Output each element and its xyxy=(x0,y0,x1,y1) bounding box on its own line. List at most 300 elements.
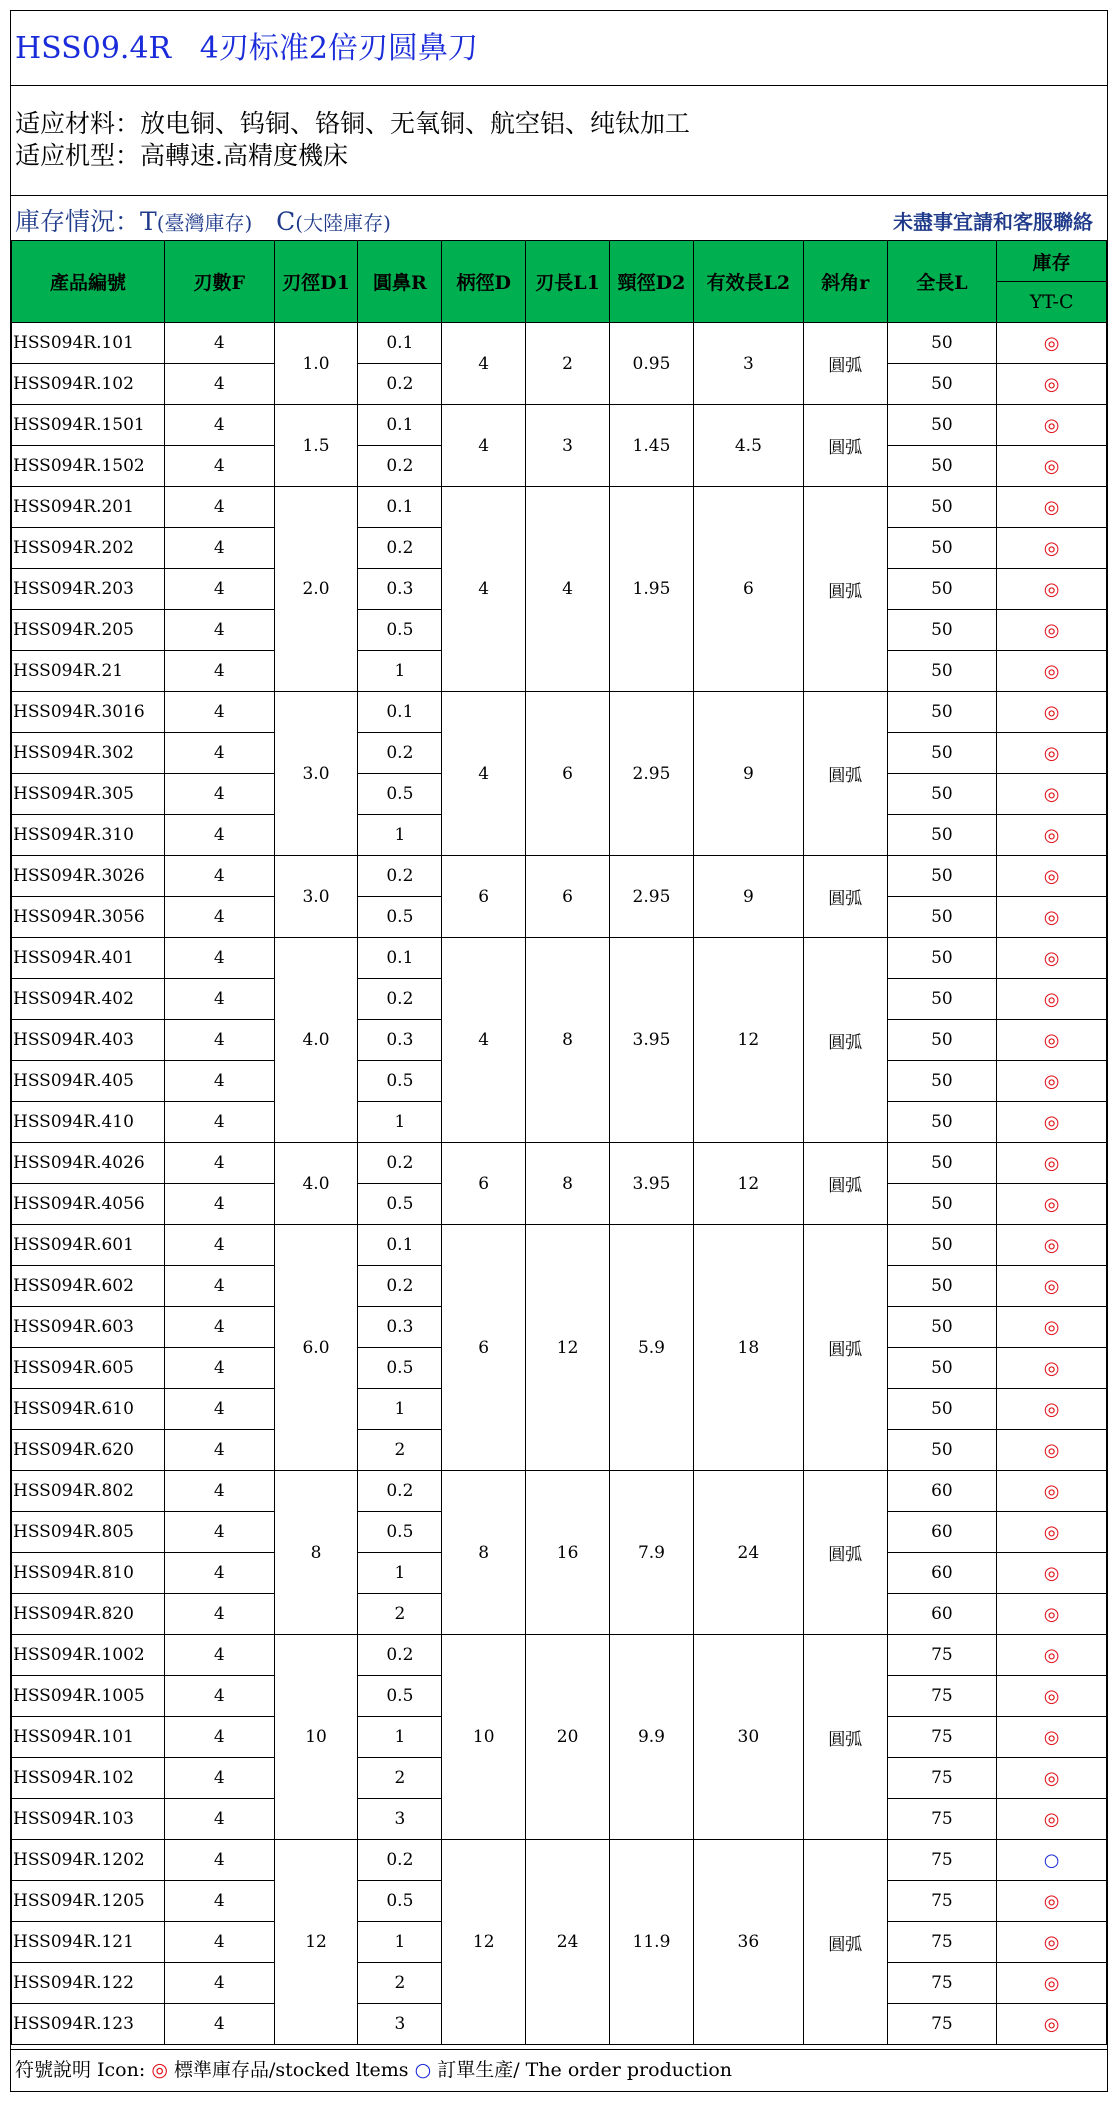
header-d2: 頸徑D2 xyxy=(610,241,694,323)
product-code-cell: HSS094R.205 xyxy=(12,610,165,651)
corner-radius-cell: 1 xyxy=(358,651,442,692)
effective-length-cell: 6 xyxy=(693,487,803,692)
stocked-mark-icon: ◎ xyxy=(1043,988,1060,1010)
product-code-cell: HSS094R.201 xyxy=(12,487,165,528)
product-table xyxy=(11,240,1107,2045)
angle-cell: 圓弧 xyxy=(803,487,887,692)
flutes-cell: 4 xyxy=(164,979,274,1020)
product-sheet xyxy=(10,10,1108,2092)
blade-diameter-cell: 8 xyxy=(274,1471,358,1635)
flutes-cell: 4 xyxy=(164,856,274,897)
flutes-cell: 4 xyxy=(164,569,274,610)
table-row xyxy=(12,1635,1107,1676)
effective-length-cell: 12 xyxy=(693,938,803,1143)
overall-length-cell: 75 xyxy=(887,1922,997,1963)
machines-text: 适应机型：高轉速.高精度機床 xyxy=(15,141,348,170)
overall-length-cell: 50 xyxy=(887,938,997,979)
overall-length-cell: 50 xyxy=(887,1307,997,1348)
shank-diameter-cell: 4 xyxy=(442,692,526,856)
flutes-cell: 4 xyxy=(164,1676,274,1717)
header-d: 柄徑D xyxy=(442,241,526,323)
stock-cell xyxy=(997,1143,1107,1184)
corner-radius-cell: 0.5 xyxy=(358,610,442,651)
corner-radius-cell: 0.5 xyxy=(358,1881,442,1922)
blade-length-cell: 8 xyxy=(526,1143,610,1225)
overall-length-cell: 75 xyxy=(887,2004,997,2045)
table-row xyxy=(12,1143,1107,1184)
product-code-cell: HSS094R.123 xyxy=(12,2004,165,2045)
effective-length-cell: 36 xyxy=(693,1840,803,2045)
effective-length-cell: 30 xyxy=(693,1635,803,1840)
angle-cell: 圓弧 xyxy=(803,856,887,938)
overall-length-cell: 50 xyxy=(887,610,997,651)
angle-cell: 圓弧 xyxy=(803,323,887,405)
stocked-mark-icon: ◎ xyxy=(1043,1890,1060,1912)
order-mark-icon: ○ xyxy=(1043,1849,1060,1871)
corner-radius-cell: 1 xyxy=(358,1717,442,1758)
stocked-mark-icon: ◎ xyxy=(1043,1562,1060,1584)
header-angle: 斜角r xyxy=(803,241,887,323)
blade-length-cell: 6 xyxy=(526,692,610,856)
blade-diameter-cell: 12 xyxy=(274,1840,358,2045)
effective-length-cell: 18 xyxy=(693,1225,803,1471)
stocked-mark-icon: ◎ xyxy=(1043,1029,1060,1051)
table-row xyxy=(12,1225,1107,1266)
overall-length-cell: 50 xyxy=(887,569,997,610)
stock-cell xyxy=(997,651,1107,692)
stocked-mark-icon: ◎ xyxy=(1043,2013,1060,2035)
overall-length-cell: 50 xyxy=(887,733,997,774)
legend-prefix: 符號說明 Icon: xyxy=(15,2059,146,2081)
corner-radius-cell: 0.2 xyxy=(358,979,442,1020)
stocked-mark-icon: ◎ xyxy=(1043,947,1060,969)
product-code-cell: HSS094R.802 xyxy=(12,1471,165,1512)
stock-cell xyxy=(997,856,1107,897)
overall-length-cell: 50 xyxy=(887,528,997,569)
stocked-mark-icon: ◎ xyxy=(1043,537,1060,559)
table-row xyxy=(12,856,1107,897)
product-code-cell: HSS094R.1005 xyxy=(12,1676,165,1717)
stock-cell xyxy=(997,1553,1107,1594)
angle-cell: 圓弧 xyxy=(803,1143,887,1225)
overall-length-cell: 50 xyxy=(887,446,997,487)
product-code-cell: HSS094R.602 xyxy=(12,1266,165,1307)
stock-cell xyxy=(997,1471,1107,1512)
stocked-mark-icon: ◎ xyxy=(1043,1480,1060,1502)
flutes-cell: 4 xyxy=(164,733,274,774)
stock-cell xyxy=(997,1307,1107,1348)
neck-diameter-cell: 3.95 xyxy=(610,938,694,1143)
shank-diameter-cell: 8 xyxy=(442,1471,526,1635)
product-code-cell: HSS094R.605 xyxy=(12,1348,165,1389)
product-code-cell: HSS094R.1501 xyxy=(12,405,165,446)
effective-length-cell: 4.5 xyxy=(693,405,803,487)
product-code-cell: HSS094R.603 xyxy=(12,1307,165,1348)
table-row xyxy=(12,323,1107,364)
corner-radius-cell: 0.2 xyxy=(358,528,442,569)
product-code-cell: HSS094R.121 xyxy=(12,1922,165,1963)
stock-cell xyxy=(997,569,1107,610)
corner-radius-cell: 0.2 xyxy=(358,1266,442,1307)
flutes-cell: 4 xyxy=(164,1553,274,1594)
stock-cell xyxy=(997,1348,1107,1389)
corner-radius-cell: 0.5 xyxy=(358,897,442,938)
corner-radius-cell: 2 xyxy=(358,1758,442,1799)
legend-stocked-text: 標準庫存品/stocked ltems xyxy=(173,2059,409,2081)
flutes-cell: 4 xyxy=(164,1348,274,1389)
flutes-cell: 4 xyxy=(164,1963,274,2004)
stocked-mark-icon: ◎ xyxy=(1043,455,1060,477)
product-code-cell: HSS094R.601 xyxy=(12,1225,165,1266)
table-row xyxy=(12,487,1107,528)
corner-radius-cell: 1 xyxy=(358,1102,442,1143)
legend xyxy=(11,2049,1107,2091)
corner-radius-cell: 0.1 xyxy=(358,487,442,528)
blade-diameter-cell: 3.0 xyxy=(274,692,358,856)
corner-radius-cell: 1 xyxy=(358,1553,442,1594)
flutes-cell: 4 xyxy=(164,1840,274,1881)
effective-length-cell: 24 xyxy=(693,1471,803,1635)
stock-cell xyxy=(997,1799,1107,1840)
overall-length-cell: 50 xyxy=(887,405,997,446)
stocked-mark-icon: ◎ xyxy=(1043,742,1060,764)
product-code-cell: HSS094R.1002 xyxy=(12,1635,165,1676)
stocked-mark-icon: ◎ xyxy=(1043,1275,1060,1297)
corner-radius-cell: 0.1 xyxy=(358,938,442,979)
product-code-cell: HSS094R.122 xyxy=(12,1963,165,2004)
blade-length-cell: 16 xyxy=(526,1471,610,1635)
product-code-cell: HSS094R.1502 xyxy=(12,446,165,487)
product-code-cell: HSS094R.302 xyxy=(12,733,165,774)
overall-length-cell: 50 xyxy=(887,323,997,364)
flutes-cell: 4 xyxy=(164,897,274,938)
product-code-cell: HSS094R.1202 xyxy=(12,1840,165,1881)
stocked-mark-icon: ◎ xyxy=(1043,1931,1060,1953)
overall-length-cell: 50 xyxy=(887,1430,997,1471)
flutes-cell: 4 xyxy=(164,692,274,733)
product-code-cell: HSS094R.3016 xyxy=(12,692,165,733)
stocked-mark-icon: ◎ xyxy=(1043,332,1060,354)
angle-cell: 圓弧 xyxy=(803,692,887,856)
stock-cell xyxy=(997,938,1107,979)
flutes-cell: 4 xyxy=(164,1061,274,1102)
neck-diameter-cell: 2.95 xyxy=(610,856,694,938)
product-code-cell: HSS094R.4056 xyxy=(12,1184,165,1225)
product-code-cell: HSS094R.102 xyxy=(12,1758,165,1799)
blade-length-cell: 12 xyxy=(526,1225,610,1471)
blade-length-cell: 8 xyxy=(526,938,610,1143)
corner-radius-cell: 0.2 xyxy=(358,856,442,897)
stock-cell xyxy=(997,1266,1107,1307)
shank-diameter-cell: 4 xyxy=(442,938,526,1143)
stocked-mark-icon: ◎ xyxy=(1043,1726,1060,1748)
stock-cell xyxy=(997,1102,1107,1143)
flutes-cell: 4 xyxy=(164,1799,274,1840)
stock-cell xyxy=(997,1020,1107,1061)
stock-cell xyxy=(997,815,1107,856)
header-length: 全長L xyxy=(887,241,997,323)
corner-radius-cell: 0.5 xyxy=(358,1184,442,1225)
product-code-cell: HSS094R.620 xyxy=(12,1430,165,1471)
product-code-cell: HSS094R.810 xyxy=(12,1553,165,1594)
flutes-cell: 4 xyxy=(164,446,274,487)
stock-cell xyxy=(997,692,1107,733)
corner-radius-cell: 2 xyxy=(358,1594,442,1635)
flutes-cell: 4 xyxy=(164,1758,274,1799)
overall-length-cell: 60 xyxy=(887,1594,997,1635)
product-code-cell: HSS094R.310 xyxy=(12,815,165,856)
stock-cell xyxy=(997,1594,1107,1635)
overall-length-cell: 50 xyxy=(887,692,997,733)
header-d1: 刃徑D1 xyxy=(274,241,358,323)
header-stock-sub: YT-C xyxy=(997,282,1107,323)
stocked-mark-icon: ◎ xyxy=(1043,824,1060,846)
product-code-cell: HSS094R.202 xyxy=(12,528,165,569)
flutes-cell: 4 xyxy=(164,1102,274,1143)
stocked-mark-icon: ◎ xyxy=(1043,1603,1060,1625)
corner-radius-cell: 3 xyxy=(358,2004,442,2045)
stock-cell xyxy=(997,2004,1107,2045)
product-code-cell: HSS094R.405 xyxy=(12,1061,165,1102)
corner-radius-cell: 1 xyxy=(358,815,442,856)
overall-length-cell: 75 xyxy=(887,1717,997,1758)
neck-diameter-cell: 0.95 xyxy=(610,323,694,405)
corner-radius-cell: 1 xyxy=(358,1389,442,1430)
stock-cell xyxy=(997,897,1107,938)
corner-radius-cell: 0.5 xyxy=(358,774,442,815)
flutes-cell: 4 xyxy=(164,1471,274,1512)
overall-length-cell: 50 xyxy=(887,1389,997,1430)
stock-cell xyxy=(997,1840,1107,1881)
corner-radius-cell: 0.5 xyxy=(358,1512,442,1553)
flutes-cell: 4 xyxy=(164,1922,274,1963)
shank-diameter-cell: 10 xyxy=(442,1635,526,1840)
stocked-mark-icon: ◎ xyxy=(1043,701,1060,723)
stocked-mark-icon: ◎ xyxy=(151,2059,168,2081)
stock-cell xyxy=(997,1881,1107,1922)
overall-length-cell: 75 xyxy=(887,1758,997,1799)
stocked-mark-icon: ◎ xyxy=(1043,619,1060,641)
stocked-mark-icon: ◎ xyxy=(1043,1111,1060,1133)
table-row xyxy=(12,1471,1107,1512)
overall-length-cell: 75 xyxy=(887,1799,997,1840)
flutes-cell: 4 xyxy=(164,1635,274,1676)
stocked-mark-icon: ◎ xyxy=(1043,373,1060,395)
blade-diameter-cell: 4.0 xyxy=(274,1143,358,1225)
table-row xyxy=(12,692,1107,733)
corner-radius-cell: 0.3 xyxy=(358,1020,442,1061)
stock-cell xyxy=(997,733,1107,774)
stock-cell xyxy=(997,323,1107,364)
overall-length-cell: 50 xyxy=(887,1348,997,1389)
stock-cell xyxy=(997,528,1107,569)
angle-cell: 圓弧 xyxy=(803,1635,887,1840)
overall-length-cell: 60 xyxy=(887,1553,997,1594)
product-code-cell: HSS094R.3026 xyxy=(12,856,165,897)
blade-diameter-cell: 10 xyxy=(274,1635,358,1840)
shank-diameter-cell: 6 xyxy=(442,856,526,938)
stocked-mark-icon: ◎ xyxy=(1043,1972,1060,1994)
flutes-cell: 4 xyxy=(164,1389,274,1430)
stock-cell xyxy=(997,1430,1107,1471)
flutes-cell: 4 xyxy=(164,323,274,364)
overall-length-cell: 75 xyxy=(887,1881,997,1922)
blade-length-cell: 24 xyxy=(526,1840,610,2045)
overall-length-cell: 50 xyxy=(887,1102,997,1143)
table-row xyxy=(12,405,1107,446)
flutes-cell: 4 xyxy=(164,1307,274,1348)
product-table-body xyxy=(12,323,1107,2045)
contact-note: 未盡事宜請和客服聯絡 xyxy=(893,210,1093,234)
stock-c-desc: (大陸庫存) xyxy=(295,211,391,235)
overall-length-cell: 75 xyxy=(887,1676,997,1717)
shank-diameter-cell: 4 xyxy=(442,487,526,692)
shank-diameter-cell: 4 xyxy=(442,323,526,405)
stock-legend xyxy=(15,202,391,238)
neck-diameter-cell: 5.9 xyxy=(610,1225,694,1471)
flutes-cell: 4 xyxy=(164,1266,274,1307)
stocked-mark-icon: ◎ xyxy=(1043,1644,1060,1666)
materials-text: 适应材料：放电铜、钨铜、铬铜、无氧铜、航空铝、纯钛加工 xyxy=(15,109,691,138)
flutes-cell: 4 xyxy=(164,938,274,979)
stock-cell xyxy=(997,364,1107,405)
corner-radius-cell: 0.5 xyxy=(358,1676,442,1717)
table-row xyxy=(12,938,1107,979)
overall-length-cell: 50 xyxy=(887,897,997,938)
stocked-mark-icon: ◎ xyxy=(1043,414,1060,436)
product-code-cell: HSS094R.3056 xyxy=(12,897,165,938)
flutes-cell: 4 xyxy=(164,774,274,815)
stocked-mark-icon: ◎ xyxy=(1043,1316,1060,1338)
overall-length-cell: 60 xyxy=(887,1512,997,1553)
effective-length-cell: 12 xyxy=(693,1143,803,1225)
header-r: 圓鼻R xyxy=(358,241,442,323)
stock-cell xyxy=(997,1061,1107,1102)
effective-length-cell: 9 xyxy=(693,692,803,856)
blade-diameter-cell: 6.0 xyxy=(274,1225,358,1471)
flutes-cell: 4 xyxy=(164,1717,274,1758)
flutes-cell: 4 xyxy=(164,1881,274,1922)
overall-length-cell: 75 xyxy=(887,1840,997,1881)
stock-info-row xyxy=(11,196,1107,240)
table-row xyxy=(12,1840,1107,1881)
overall-length-cell: 60 xyxy=(887,1471,997,1512)
stock-cell xyxy=(997,1922,1107,1963)
angle-cell: 圓弧 xyxy=(803,938,887,1143)
corner-radius-cell: 0.1 xyxy=(358,692,442,733)
stocked-mark-icon: ◎ xyxy=(1043,1685,1060,1707)
angle-cell: 圓弧 xyxy=(803,1225,887,1471)
header-flutes: 刃數F xyxy=(164,241,274,323)
flutes-cell: 4 xyxy=(164,528,274,569)
corner-radius-cell: 0.2 xyxy=(358,1143,442,1184)
stocked-mark-icon: ◎ xyxy=(1043,1234,1060,1256)
overall-length-cell: 50 xyxy=(887,1061,997,1102)
overall-length-cell: 50 xyxy=(887,651,997,692)
stock-cell xyxy=(997,774,1107,815)
flutes-cell: 4 xyxy=(164,1430,274,1471)
neck-diameter-cell: 1.45 xyxy=(610,405,694,487)
stocked-mark-icon: ◎ xyxy=(1043,1357,1060,1379)
blade-length-cell: 2 xyxy=(526,323,610,405)
product-code-cell: HSS094R.101 xyxy=(12,1717,165,1758)
stock-t-desc: (臺灣庫存) xyxy=(156,211,253,235)
overall-length-cell: 50 xyxy=(887,1225,997,1266)
flutes-cell: 4 xyxy=(164,2004,274,2045)
product-code-cell: HSS094R.402 xyxy=(12,979,165,1020)
neck-diameter-cell: 2.95 xyxy=(610,692,694,856)
order-mark-icon: ○ xyxy=(414,2059,432,2081)
angle-cell: 圓弧 xyxy=(803,1840,887,2045)
flutes-cell: 4 xyxy=(164,1020,274,1061)
stock-cell xyxy=(997,610,1107,651)
stock-cell xyxy=(997,1184,1107,1225)
flutes-cell: 4 xyxy=(164,1512,274,1553)
overall-length-cell: 50 xyxy=(887,774,997,815)
corner-radius-cell: 0.3 xyxy=(358,569,442,610)
corner-radius-cell: 3 xyxy=(358,1799,442,1840)
neck-diameter-cell: 9.9 xyxy=(610,1635,694,1840)
product-code-cell: HSS094R.203 xyxy=(12,569,165,610)
overall-length-cell: 50 xyxy=(887,364,997,405)
corner-radius-cell: 2 xyxy=(358,1963,442,2004)
flutes-cell: 4 xyxy=(164,364,274,405)
blade-diameter-cell: 1.0 xyxy=(274,323,358,405)
corner-radius-cell: 0.1 xyxy=(358,1225,442,1266)
shank-diameter-cell: 6 xyxy=(442,1225,526,1471)
stocked-mark-icon: ◎ xyxy=(1043,1439,1060,1461)
corner-radius-cell: 0.2 xyxy=(358,364,442,405)
flutes-cell: 4 xyxy=(164,1184,274,1225)
angle-cell: 圓弧 xyxy=(803,1471,887,1635)
stocked-mark-icon: ◎ xyxy=(1043,1808,1060,1830)
neck-diameter-cell: 11.9 xyxy=(610,1840,694,2045)
header-l1: 刃長L1 xyxy=(526,241,610,323)
product-code-cell: HSS094R.101 xyxy=(12,323,165,364)
product-code-cell: HSS094R.305 xyxy=(12,774,165,815)
stock-cell xyxy=(997,1389,1107,1430)
blade-length-cell: 20 xyxy=(526,1635,610,1840)
blade-length-cell: 3 xyxy=(526,405,610,487)
header-code: 產品編號 xyxy=(12,241,165,323)
stock-cell xyxy=(997,1676,1107,1717)
blade-length-cell: 4 xyxy=(526,487,610,692)
flutes-cell: 4 xyxy=(164,487,274,528)
stocked-mark-icon: ◎ xyxy=(1043,1521,1060,1543)
overall-length-cell: 50 xyxy=(887,815,997,856)
stocked-mark-icon: ◎ xyxy=(1043,660,1060,682)
flutes-cell: 4 xyxy=(164,1594,274,1635)
neck-diameter-cell: 3.95 xyxy=(610,1143,694,1225)
corner-radius-cell: 0.2 xyxy=(358,1840,442,1881)
flutes-cell: 4 xyxy=(164,610,274,651)
stock-t-code: T xyxy=(140,207,157,236)
product-code-cell: HSS094R.401 xyxy=(12,938,165,979)
product-code-cell: HSS094R.410 xyxy=(12,1102,165,1143)
stock-cell xyxy=(997,1635,1107,1676)
flutes-cell: 4 xyxy=(164,651,274,692)
stock-label: 庫存情況： xyxy=(15,207,141,236)
angle-cell: 圓弧 xyxy=(803,405,887,487)
overall-length-cell: 50 xyxy=(887,856,997,897)
legend-order-text: 訂單生產/ The order production xyxy=(437,2059,733,2081)
stock-cell xyxy=(997,405,1107,446)
blade-diameter-cell: 4.0 xyxy=(274,938,358,1143)
stocked-mark-icon: ◎ xyxy=(1043,1193,1060,1215)
stock-cell xyxy=(997,487,1107,528)
flutes-cell: 4 xyxy=(164,1143,274,1184)
stock-cell xyxy=(997,1717,1107,1758)
